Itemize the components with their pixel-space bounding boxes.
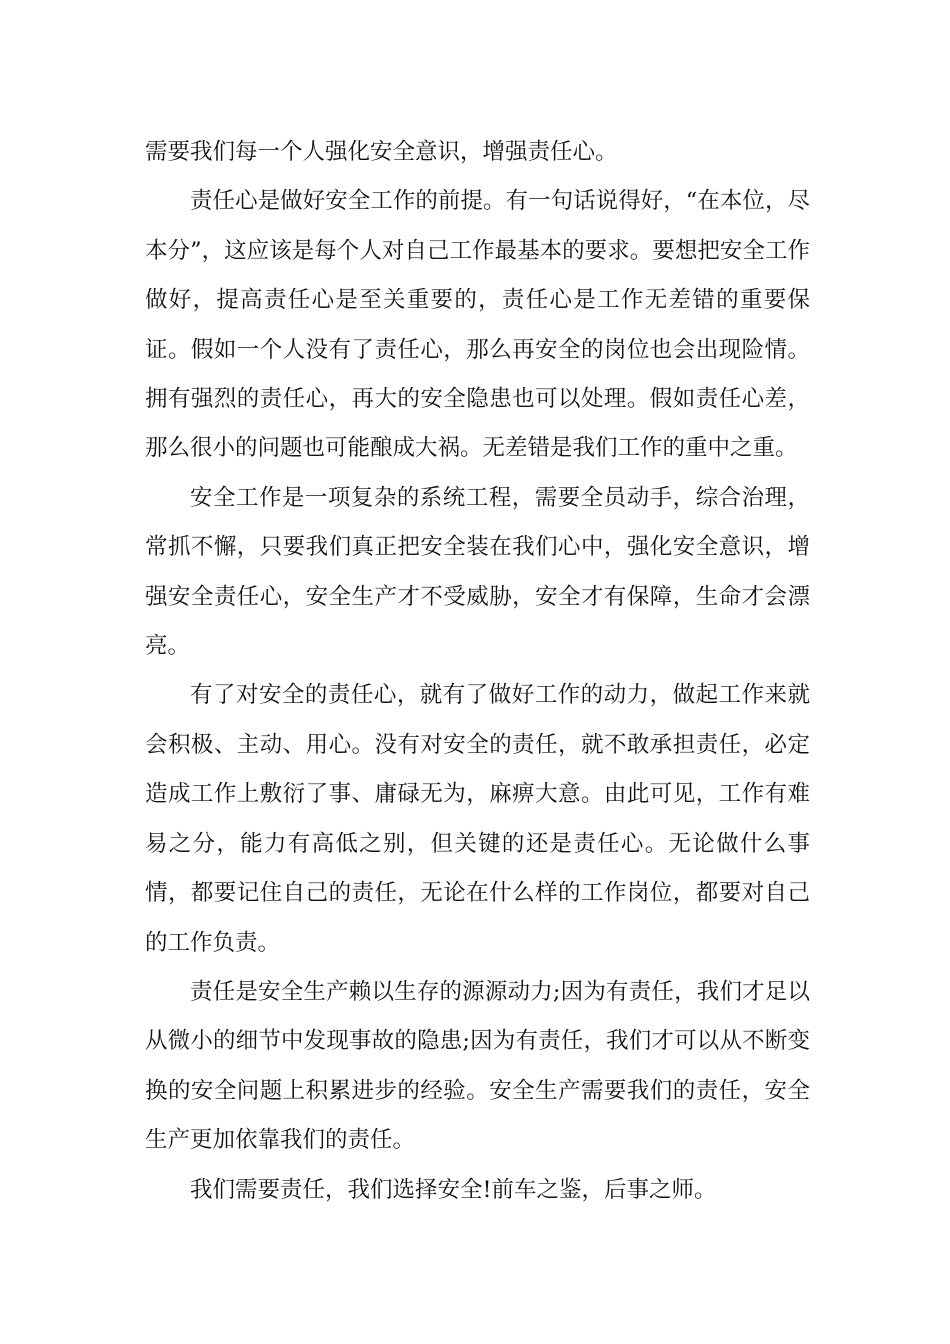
paragraph-closing: 我们需要责任，我们选择安全!前车之鉴，后事之师。 [190,1176,717,1203]
paragraph-continued: 需要我们每一个人强化安全意识，增强责任心。 [145,139,618,165]
paragraph-system-engineering: 安全工作是一项复杂的系统工程，需要全员动手，综合治理，常抓不懈，只要我们真正把安全装在我们心中，强化安全意识，增强安全责任心，安全生产才不受威胁，安全才有保障，生命才会漂亮。 [145,484,810,660]
document-body [145,128,810,1215]
paragraph-driving-force: 责任是安全生产赖以生存的源源动力;因为有责任，我们才足以从微小的细节中发现事故的隐患;因为有责任，我们才可以从不断变换的安全问题上积累进步的经验。安全生产需要我们的责任，安全生产更加依靠我们的责任。 [145,978,810,1154]
paragraph-motivation: 有了对安全的责任心，就有了做好工作的动力，做起工作来就会积极、主动、用心。没有对安全的责任，就不敢承担责任，必定造成工作上敷衍了事、庸碌无为，麻痹大意。由此可见，工作有难易之分，能力有高低之别，但关键的还是责任心。无论做什么事情，都要记住自己的责任，无论在什么样的工作岗位，都要对自己的工作负责。 [145,682,810,956]
paragraph-responsibility-premise: 责任心是做好安全工作的前提。有一句话说得好，“在本位，尽本分”，这应该是每个人对自己工作最基本的要求。要想把安全工作做好，提高责任心是至关重要的，责任心是工作无差错的重要保证。假如一个人没有了责任心，那么再安全的岗位也会出现险情。拥有强烈的责任心，再大的安全隐患也可以处理。假如责任心差，那么很小的问题也可能酿成大祸。无差错是我们工作的重中之重。 [145,188,810,462]
